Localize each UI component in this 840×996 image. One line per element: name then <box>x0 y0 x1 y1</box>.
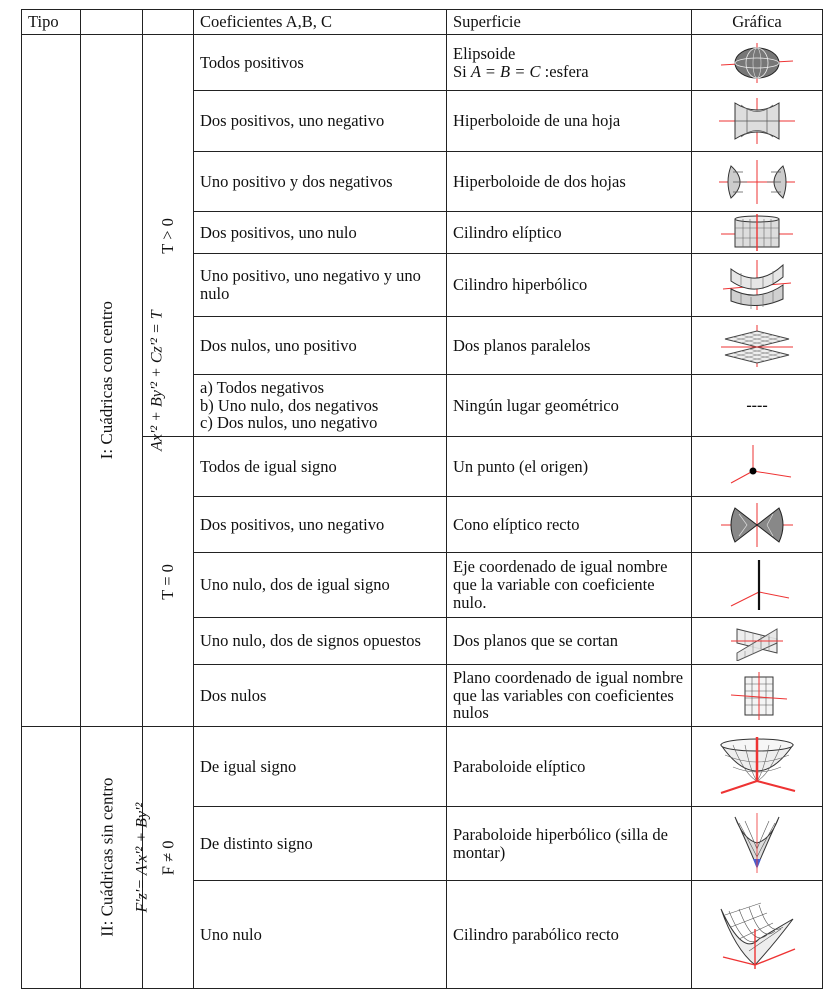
elliptic-cone-icon <box>717 502 797 548</box>
point-origin-icon <box>717 443 797 491</box>
surface-note-suffix: :esfera <box>540 61 589 81</box>
graph-cell <box>692 35 823 91</box>
graph-cell <box>692 553 823 618</box>
graph-cell <box>692 437 823 497</box>
f-nonzero-label: F ≠ 0 <box>158 840 178 875</box>
surface-cell <box>447 35 692 91</box>
coef-cell: De igual signo <box>194 727 447 807</box>
t-zero-label: T = 0 <box>158 563 178 600</box>
graph-cell <box>692 91 823 152</box>
header-empty-2 <box>143 10 194 35</box>
header-tipo: Tipo <box>22 10 81 35</box>
coordinate-plane-icon <box>717 671 797 721</box>
coef-cell: Uno nulo, dos de signos opuestos <box>194 618 447 665</box>
t-zero-cell <box>143 437 194 727</box>
hyperbolic-cylinder-icon <box>717 259 797 311</box>
graph-cell <box>692 881 823 989</box>
group2-tipo: II: Cuádricas sin centro <box>97 777 117 938</box>
surface-cell: Paraboloide elíptico <box>447 727 692 807</box>
elliptic-cylinder-icon <box>717 214 797 252</box>
group1-tipo: I: Cuádricas con centro <box>96 301 116 460</box>
graph-cell <box>692 618 823 665</box>
table-row <box>22 727 823 807</box>
hyperboloid-one-sheet-icon <box>717 97 797 145</box>
surface-cell: Ningún lugar geométrico <box>447 375 692 437</box>
header-empty-1 <box>81 10 143 35</box>
table-row <box>22 35 823 91</box>
graph-cell <box>692 807 823 881</box>
parallel-planes-icon <box>717 323 797 369</box>
surface-cell: Plano coordenado de igual nombre que las variables con coeficientes nulos <box>447 665 692 727</box>
coef-cell: Uno nulo <box>194 881 447 989</box>
surface-note-math: A = B = C <box>470 61 541 81</box>
group2-tipo-cell <box>22 727 117 989</box>
coef-cell: Todos positivos <box>194 35 447 91</box>
coef-cell: Uno positivo y dos negativos <box>194 152 447 212</box>
quadrics-table <box>21 9 823 989</box>
surface-cell: Cilindro parabólico recto <box>447 881 692 989</box>
surface-cell: Eje coordenado de igual nombre que la variable con coeficiente nulo. <box>447 553 692 618</box>
graph-cell <box>692 497 823 553</box>
ellipsoid-icon <box>717 41 797 85</box>
header-coeficientes: Coeficientes A,B, C <box>194 10 447 35</box>
coef-cell: Uno nulo, dos de igual signo <box>194 553 447 618</box>
coordinate-axis-icon <box>717 558 797 612</box>
coef-line-c: c) Dos nulos, uno negativo <box>200 413 378 433</box>
surface-cell: Dos planos paralelos <box>447 317 692 375</box>
coef-cell <box>194 375 447 437</box>
surface-cell: Dos planos que se cortan <box>447 618 692 665</box>
graph-cell <box>692 254 823 317</box>
header-row <box>22 10 823 35</box>
intersecting-planes-icon <box>717 621 797 661</box>
graph-cell <box>692 152 823 212</box>
coef-cell: Dos positivos, uno nulo <box>194 212 447 254</box>
graph-cell <box>692 665 823 727</box>
graph-cell <box>692 727 823 807</box>
graph-cell <box>692 212 823 254</box>
t-positive-label: T > 0 <box>158 217 178 254</box>
surface-note <box>453 63 685 81</box>
group2-equation: F'z'= A'x'² + By'² <box>133 803 151 913</box>
surface-cell: Cilindro elíptico <box>447 212 692 254</box>
surface-note-prefix: Si <box>453 61 471 81</box>
coef-cell: Uno positivo, uno negativo y uno nulo <box>194 254 447 317</box>
graph-cell-dashes: ---- <box>692 375 823 437</box>
table-row <box>22 437 823 497</box>
group1-equation: Ax'² + By'² + Cz'² = T <box>148 310 166 452</box>
graph-cell <box>692 317 823 375</box>
coef-cell: Dos positivos, uno negativo <box>194 91 447 152</box>
elliptic-paraboloid-icon <box>715 735 799 799</box>
coef-cell: Dos positivos, uno negativo <box>194 497 447 553</box>
hyperboloid-two-sheets-icon <box>717 158 797 206</box>
coef-cell: Dos nulos, uno positivo <box>194 317 447 375</box>
surface-cell: Cono elíptico recto <box>447 497 692 553</box>
hyperbolic-paraboloid-icon <box>717 813 797 875</box>
surface-name: Elipsoide <box>453 43 516 63</box>
coef-line-a: a) Todos negativos <box>200 377 325 397</box>
header-superficie: Superficie <box>447 10 692 35</box>
coef-cell: De distinto signo <box>194 807 447 881</box>
coef-line-b: b) Uno nulo, dos negativos <box>200 395 379 415</box>
surface-cell: Cilindro hiperbólico <box>447 254 692 317</box>
header-grafica: Gráfica <box>692 10 823 35</box>
parabolic-cylinder-icon <box>715 899 799 971</box>
surface-cell: Hiperboloide de una hoja <box>447 91 692 152</box>
coef-cell: Todos de igual signo <box>194 437 447 497</box>
surface-cell: Paraboloide hiperbólico (silla de montar) <box>447 807 692 881</box>
surface-cell: Hiperboloide de dos hojas <box>447 152 692 212</box>
surface-cell: Un punto (el origen) <box>447 437 692 497</box>
coef-cell: Dos nulos <box>194 665 447 727</box>
group1-tipo-cell <box>22 35 116 727</box>
